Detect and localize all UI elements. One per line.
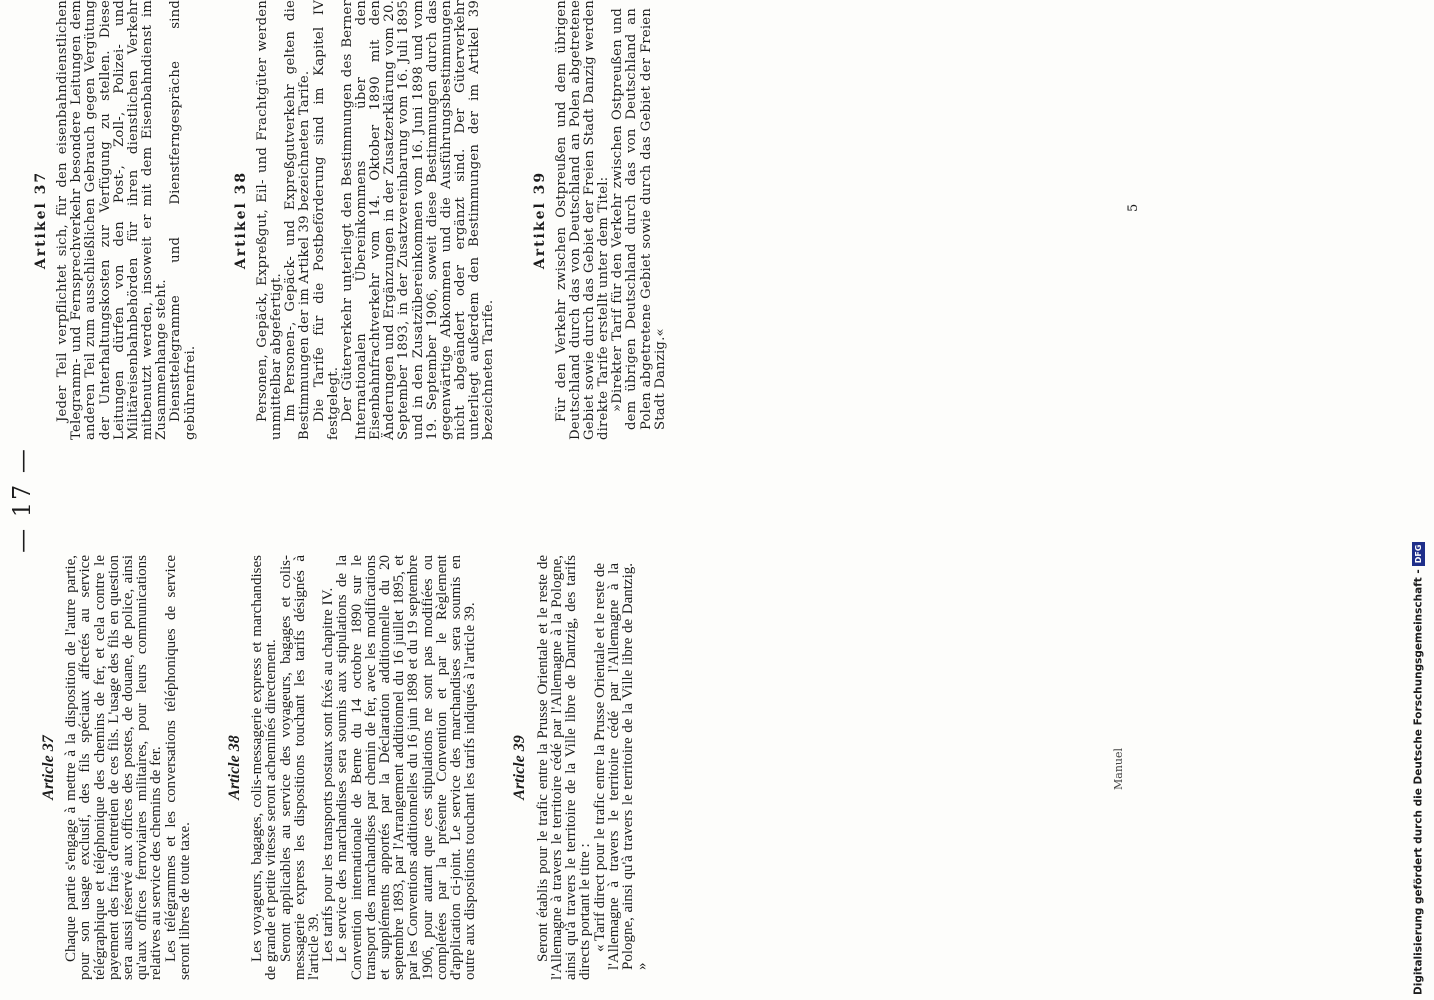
article-39-quote-fr: « Tarif direct pour le trafic entre la Prusse Orientale et le reste de l'Allemagne à travers le territoire cédé par l'Allemagne à la Pologne, ainsi qu'à travers le territoire de la Ville libre de Dantzig. » bbox=[591, 563, 651, 970]
article-38-title-fr: Article 38 bbox=[226, 735, 244, 800]
page-number: 5 bbox=[1126, 203, 1141, 212]
article-39-quote-de: »Direkter Tarif für den Verkehr zwischen Ostpreußen und dem übrigen Deutschland durch das von Deutschland an Polen abgetretene Gebiet sowie durch das Gebiet der Freien Stadt Danzig.« bbox=[610, 8, 668, 430]
german-column bbox=[34, 0, 668, 440]
article-37-paragraph-1-fr: Chaque partie s'engage à mettre à la disposition de l'autre partie, pour son usage exclusif, des fils spéciaux affectés au service télégraphique et téléphonique des chemins de fer, et cela contre le payement des frais d'entretien de ces fils. L'usage des fils en question sera aussi réservé aux offices des postes, de douane, de police, ainsi qu'aux offices ferroviaires militaires, pour leurs communications relatives au service des chemins de fer. bbox=[63, 555, 165, 980]
article-37-paragraph-1-de: Jeder Teil verpflichtet sich, für den eisenbahndienstlichen Telegramm- und Fernsprechverkehr besondere Leitungen dem anderen Teil zum ausschließlichen Gebrauch gegen Vergütung der Unterhaltungskosten zur Verfügung zu stellen. Diese Leitungen dürfen von den Post-, Zoll-, Polizei- und Militäreisenbahnbehörden für ihren dienstlichen Verkehr mitbenutzt werden, insoweit er mit dem Eisenbahndienst im Zusammenhange steht. bbox=[55, 0, 170, 440]
article-38-paragraph-3-de: Die Tarife für die Postbeförderung sind im Kapitel IV festgelegt. bbox=[311, 0, 341, 440]
french-column bbox=[42, 555, 649, 980]
article-39-title-de: Artikel 39 bbox=[531, 170, 548, 270]
article-38-paragraph-2-de: Im Personen-, Gepäck- und Expreßgutverkehr gelten die Bestimmungen der im Artikel 39 bezeichneten Tarife. bbox=[283, 0, 313, 440]
digitization-credit-text: Digitalisierung gefördert durch die Deutsche Forschungsgemeinschaft - bbox=[1412, 569, 1425, 995]
article-38-paragraph-1-fr: Les voyageurs, bagages, colis-messagerie express et marchandises de grande et petite vitesse seront acheminés directement. bbox=[249, 555, 280, 980]
article-38-paragraph-4-de: Der Güterverkehr unterliegt den Bestimmungen des Berner Internationalen Übereinkommens über den Eisenbahnfrachtverkehr vom 14. Oktober 1890 mit den Änderungen und Ergänzungen in der Zusatzerklärung vom 20. September 1893, in der Zusatzvereinbarung vom 16. Juli 1895 und in den Zusatzübereinkommen vom 16. Juni 1898 und vom 19. September 1906, soweit diese Bestimmungen durch das gegenwärtige Abkommen und die Ausführungsbestimmungen nicht abgeändert oder ergänzt sind. Der Güterverkehr unterliegt außerdem den Bestimmungen der im Artikel 39 bezeichneten Tarife. bbox=[339, 0, 497, 440]
footnote-signature: Manuel bbox=[1112, 747, 1125, 790]
digitization-credit bbox=[1412, 542, 1425, 995]
article-37-title-de: Artikel 37 bbox=[33, 170, 49, 270]
article-39-paragraph-1-fr: Seront établis pour le trafic entre la Prusse Orientale et le reste de l'Allemagne à travers le territoire cédé par l'Allemagne à la Pologne, ainsi qu'à travers le territoire de la Ville libre de Dantzig, des tarifs directs portant le titre : bbox=[534, 555, 594, 980]
article-39-title-fr: Article 39 bbox=[511, 735, 529, 800]
article-38-paragraph-1-de: Personen, Gepäck, Expreßgut, Eil- und Frachtgüter werden unmittelbar abgefertigt. bbox=[254, 0, 285, 440]
article-38-paragraph-4-fr: Le service des marchandises sera soumis aux stipulations de la Convention internationale de Berne du 14 octobre 1890 sur le transport des marchandises par chemin de fer, avec les modifications et suppléments apportés par la Déclaration additionnelle du 20 septembre 1893, par l'Arrangement additionnel du 16 juillet 1895, et par les Conventions additionnelles du 16 juin 1898 et du 19 septembre 1906, pour autant que ces stipulations ne sont pas modifiées ou complétées par la présente Convention et par le Règlement d'application ci-joint. Le service des marchandises sera soumis en outre aux dispositions touchant les tarifs indiqués à l'article 39. bbox=[334, 555, 479, 980]
article-37-title-fr: Article 37 bbox=[40, 735, 57, 800]
article-39-paragraph-1-de: Für den Verkehr zwischen Ostpreußen und dem übrigen Deutschland durch das von Deutschland an Polen abgetretene Gebiet sowie durch das Gebiet der Freien Stadt Danzig werden direkte Tarife erstellt unter dem Titel: bbox=[553, 0, 612, 440]
page-header: — 17 — bbox=[8, 447, 36, 553]
dfg-logo: DFG bbox=[1412, 542, 1425, 567]
article-38-paragraph-2-fr: Seront applicables au service des voyageurs, bagages et colis-messagerie express les dispositions touchant les tarifs désignés à l'article 39. bbox=[277, 555, 323, 980]
article-38-title-de: Artikel 38 bbox=[232, 170, 249, 270]
article-38-paragraph-3-fr: Les tarifs pour les transports postaux sont fixés au chapitre IV. bbox=[320, 587, 337, 962]
article-37-paragraph-2-fr: Les télégrammes et les conversations téléphoniques de service seront libres de toute taxe. bbox=[162, 555, 193, 980]
article-37-paragraph-2-de: Diensttelegramme und Dienstferngespräche sind gebührenfrei. bbox=[168, 0, 198, 440]
